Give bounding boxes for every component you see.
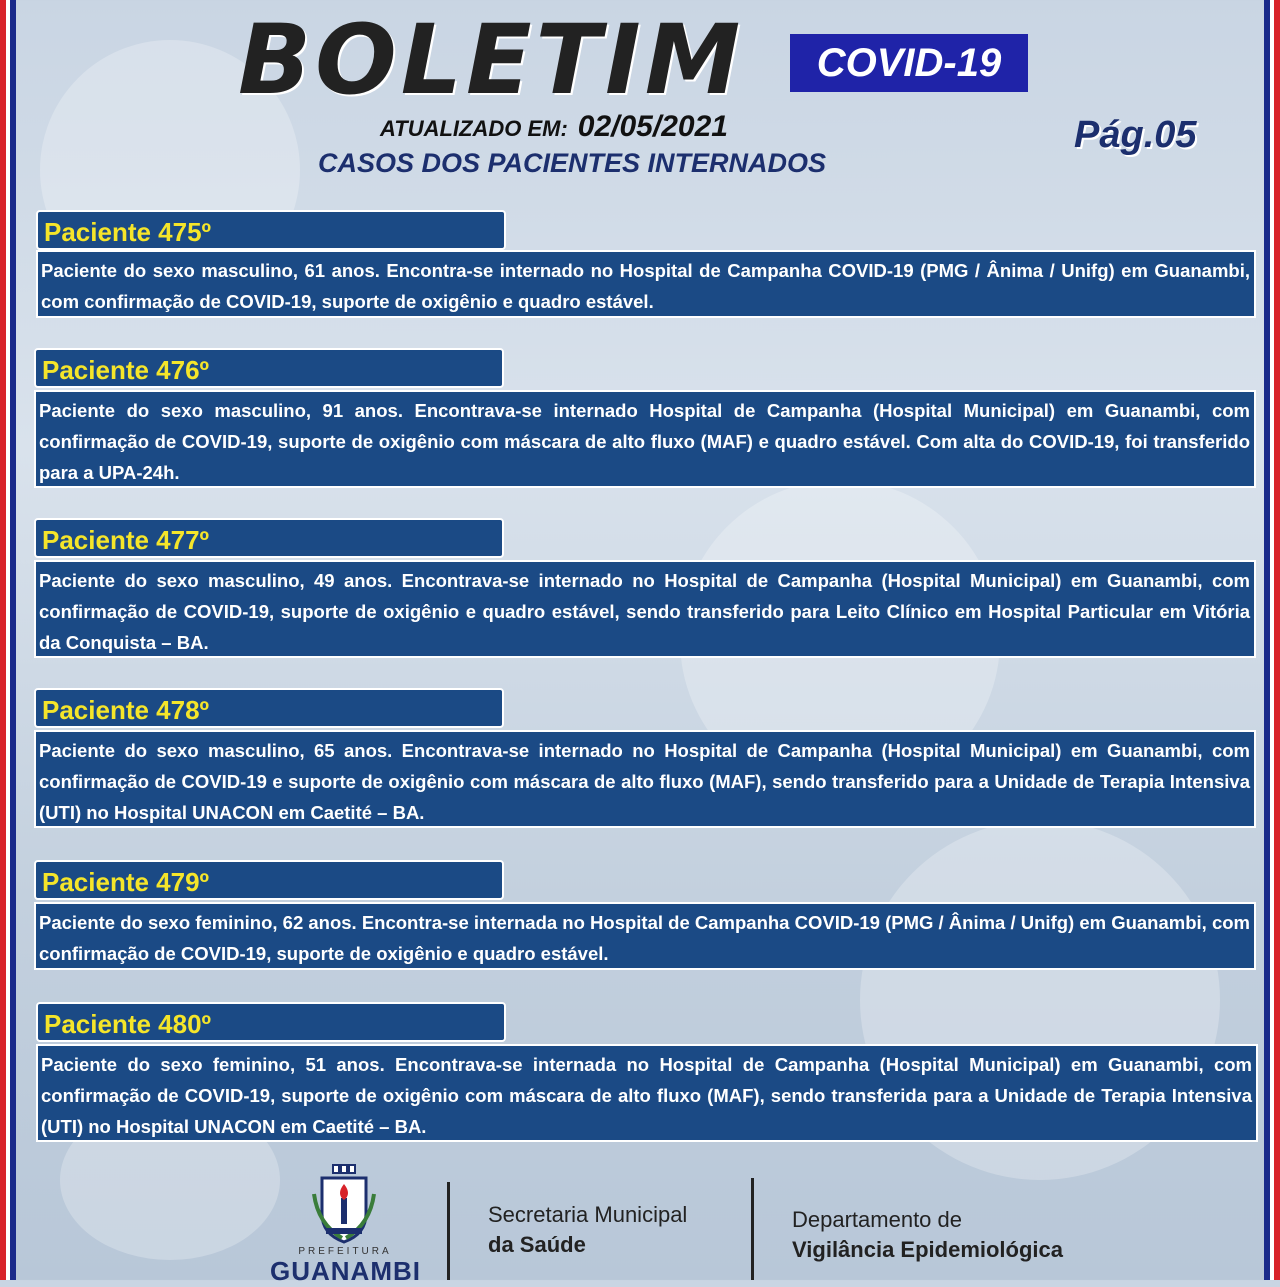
patient-label-box [34,860,504,900]
logo-prefix: PREFEITURA [298,1246,392,1257]
departamento-line2: Vigilância Epidemiológica [792,1237,1064,1262]
departamento-text [792,1205,1063,1265]
patient-label-box [34,518,504,558]
covid-badge: COVID-19 [790,34,1028,92]
departamento-line1: Departamento de [792,1207,962,1232]
patient-label-box [36,210,506,250]
patient-label-box [34,348,504,388]
updated-label: ATUALIZADO EM: [380,116,568,141]
page-subtitle: CASOS DOS PACIENTES INTERNADOS [318,148,827,178]
footer-divider [751,1178,754,1280]
logo-name: GUANAMBI [270,1256,421,1286]
patient-label: Paciente 475º [44,217,212,247]
flag-border-left [0,0,16,1280]
guanambi-logo [270,1160,421,1286]
secretaria-line2: da Saúde [488,1232,586,1257]
patient-description: Paciente do sexo masculino, 61 anos. Encontra-se internado no Hospital de Campanha COVID-19 (PMG / Ânima / Unifg) em Guanambi, com confirmação de COVID-19, suporte de oxigênio e quadro estável. [36,250,1256,318]
updated-date: 02/05/2021 [577,110,728,143]
patient-label: Paciente 480º [44,1009,212,1039]
patient-label: Paciente 478º [42,695,210,725]
patient-description: Paciente do sexo masculino, 91 anos. Encontrava-se internado Hospital de Campanha (Hospital Municipal) em Guanambi, com confirmação de COVID-19, suporte de oxigênio com máscara de alto fluxo (MAF) e quadro estável. Com alta do COVID-19, foi transferido para a UPA-24h. [34,390,1256,488]
secretaria-text [488,1200,687,1260]
patient-description: Paciente do sexo feminino, 51 anos. Encontrava-se internada no Hospital de Campanha (Hospital Municipal) em Guanambi, com confirmação de COVID-19, suporte de oxigênio com máscara de alto fluxo (MAF), sendo transferida para a Unidade de Terapia Intensiva (UTI) no Hospital UNACON em Caetité – BA. [36,1044,1258,1142]
patient-description: Paciente do sexo masculino, 49 anos. Encontrava-se internado no Hospital de Campanha (Hospital Municipal) em Guanambi, com confirmação de COVID-19, suporte de oxigênio e quadro estável, sendo transferido para Leito Clínico em Hospital Particular em Vitória da Conquista – BA. [34,560,1256,658]
page-title: BOLETIM [238,4,745,116]
secretaria-line1: Secretaria Municipal [488,1202,688,1227]
footer-divider [447,1182,450,1280]
patient-description: Paciente do sexo feminino, 62 anos. Encontra-se internada no Hospital de Campanha COVID-19 (PMG / Ânima / Unifg) em Guanambi, com confirmação de COVID-19, suporte de oxigênio e quadro estável. [34,902,1256,970]
updated-info [380,110,728,144]
patient-label: Paciente 477º [42,525,210,555]
patient-description: Paciente do sexo masculino, 65 anos. Encontrava-se internado no Hospital de Campanha (Hospital Municipal) em Guanambi, com confirmação de COVID-19 e suporte de oxigênio com máscara de alto fluxo (MAF), sendo transferido para a Unidade de Terapia Intensiva (UTI) no Hospital UNACON em Caetité – BA. [34,730,1256,828]
city-crest-icon [312,1164,376,1246]
patient-label: Paciente 479º [42,867,210,897]
patient-label-box [34,688,504,728]
patient-label: Paciente 476º [42,355,210,385]
patient-label-box [36,1002,506,1042]
flag-border-right [1264,0,1280,1280]
page-number: Pág.05 [1074,114,1197,156]
